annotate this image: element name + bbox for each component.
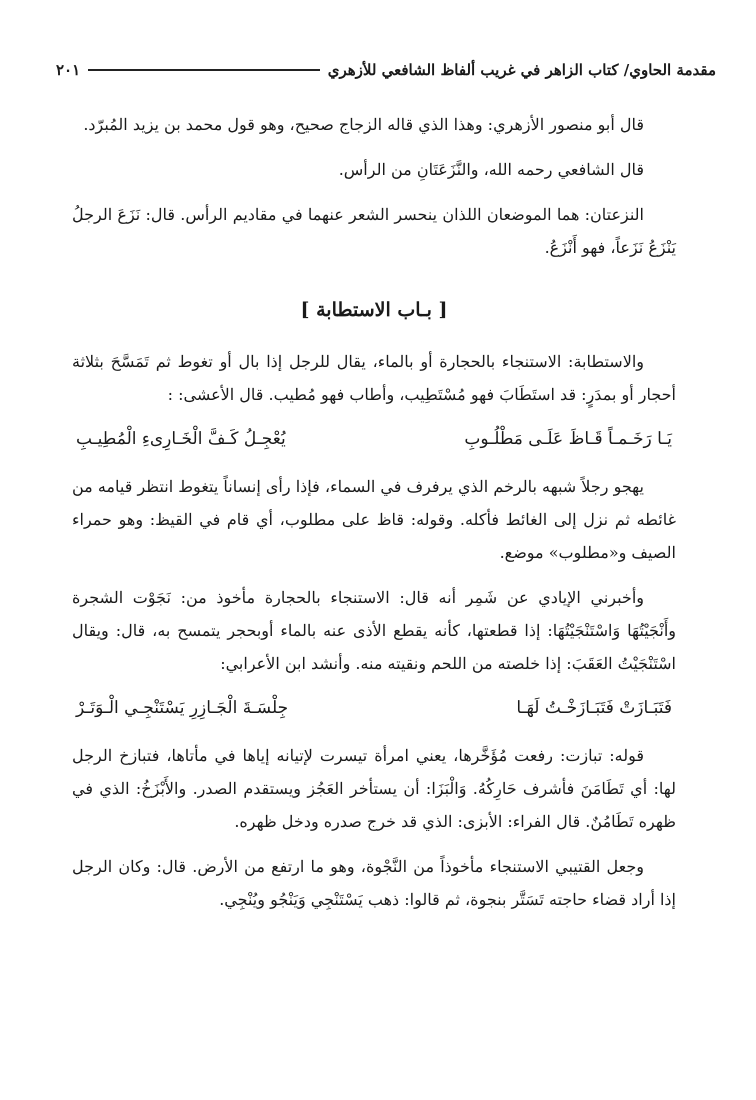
verse-hemistich-left: يُعْجِـلُ كَـفَّ الْخَـارِىءِ الْمُطِيـبِ	[76, 429, 286, 449]
verse-line	[72, 423, 676, 456]
paragraph: وأخبرني الإيادي عن شَمِر أنه قال: الاستنجاء بالحجارة مأخوذ من: نَجَوْت الشجرة وأَنْجَيْتُهَا وَاسْتَنْجَيْتُهَا: إذا قطعتها، كأنه يقطع الأذى عنه بالماء أوبحجر يتمسح به، قال: ويقال اسْتَنْجَيْتُ العَقَبَ: إذا خلصته من اللحم ونقيته منه. وأنشد ابن الأعرابي:	[72, 588, 676, 673]
paragraph: قوله: تبازت: رفعت مُؤَخَّرها، يعني امرأة تيسرت لإتيانه إياها في مأتاها، فتبازخ الرجل لها: أي تَطَامَنَ فأشرف حَارِكُهُ. وَالْبَزَا: أن يستأخر العَجُز ويستقدم الصدر. والأَبْزَخُ: الذي في ظهره تَطَامُنٌ. قال الفراء: الأبزى: الذي قد خرج صدره ودخل ظهره.	[72, 746, 676, 831]
paragraph: والاستطابة: الاستنجاء بالحجارة أو بالماء، يقال للرجل إذا بال أو تغوط ثم تَمَسَّحَ بثلاثة أحجار أو بمدَرٍ: قد استَطَابَ فهو مُسْتَطِيب، وأطاب فهو مُطيب. قال الأعشى: :	[72, 352, 676, 404]
running-header	[56, 56, 716, 84]
page-number: ٢٠١	[56, 61, 81, 79]
verse-hemistich-right: فَتَبَـازَتْ فَتَبَـازَخْـتُ لَهَـا	[516, 698, 672, 718]
paragraph: يهجو رجلاً شبهه بالرخم الذي يرفرف في السماء، فإذا رأى إنساناً يتغوط انتظر قيامه من غائطه ثم نزل إلى الغائط فأكله. وقوله: قاظ على مطلوب، أي قام في القيظ: وهو حمراء الصيف و«مطلوب» موضع.	[72, 477, 676, 562]
page-body	[72, 108, 676, 928]
verse-hemistich-left: جِلْسَـةَ الْجَـازِرِ يَسْتَنْجِـي الْـوَتَـرْ	[76, 698, 289, 718]
paragraph: قال أبو منصور الأزهري: وهذا الذي قاله الزجاج صحيح، وهو قول محمد بن يزيد المُبرّد.	[83, 115, 644, 134]
header-title: مقدمة الحاوي/ كتاب الزاهر في غريب ألفاظ الشافعي للأزهري	[327, 61, 716, 79]
paragraph: النزعتان: هما الموضعان اللذان ينحسر الشعر عنهما في مقاديم الرأس. قال: نَزَعَ الرجلُ يَنْزَعُ نَزَعاً، فهو أَنْزَعُ.	[72, 205, 676, 257]
verse-hemistich-right: يَـا رَخَـمـاً قَـاظَ عَلَـى مَطْلُـوبِ	[464, 429, 672, 449]
chapter-title: [ بـاب الاستطابة ]	[300, 299, 448, 321]
paragraph: وجعل القتيبي الاستنجاء مأخوذاً من النَّجْوة، وهو ما ارتفع من الأرض. قال: وكان الرجل إذا أراد قضاء حاجته تَسَتَّر بنجوة، ثم قالوا: ذهب يَسْتَنْجِي وَيَنْجُو ويُنْجِي.	[72, 857, 676, 909]
verse-line	[72, 692, 676, 725]
header-rule	[88, 69, 320, 71]
paragraph: قال الشافعي رحمه الله، والنَّزَعَتَانِ من الرأس.	[338, 160, 644, 179]
